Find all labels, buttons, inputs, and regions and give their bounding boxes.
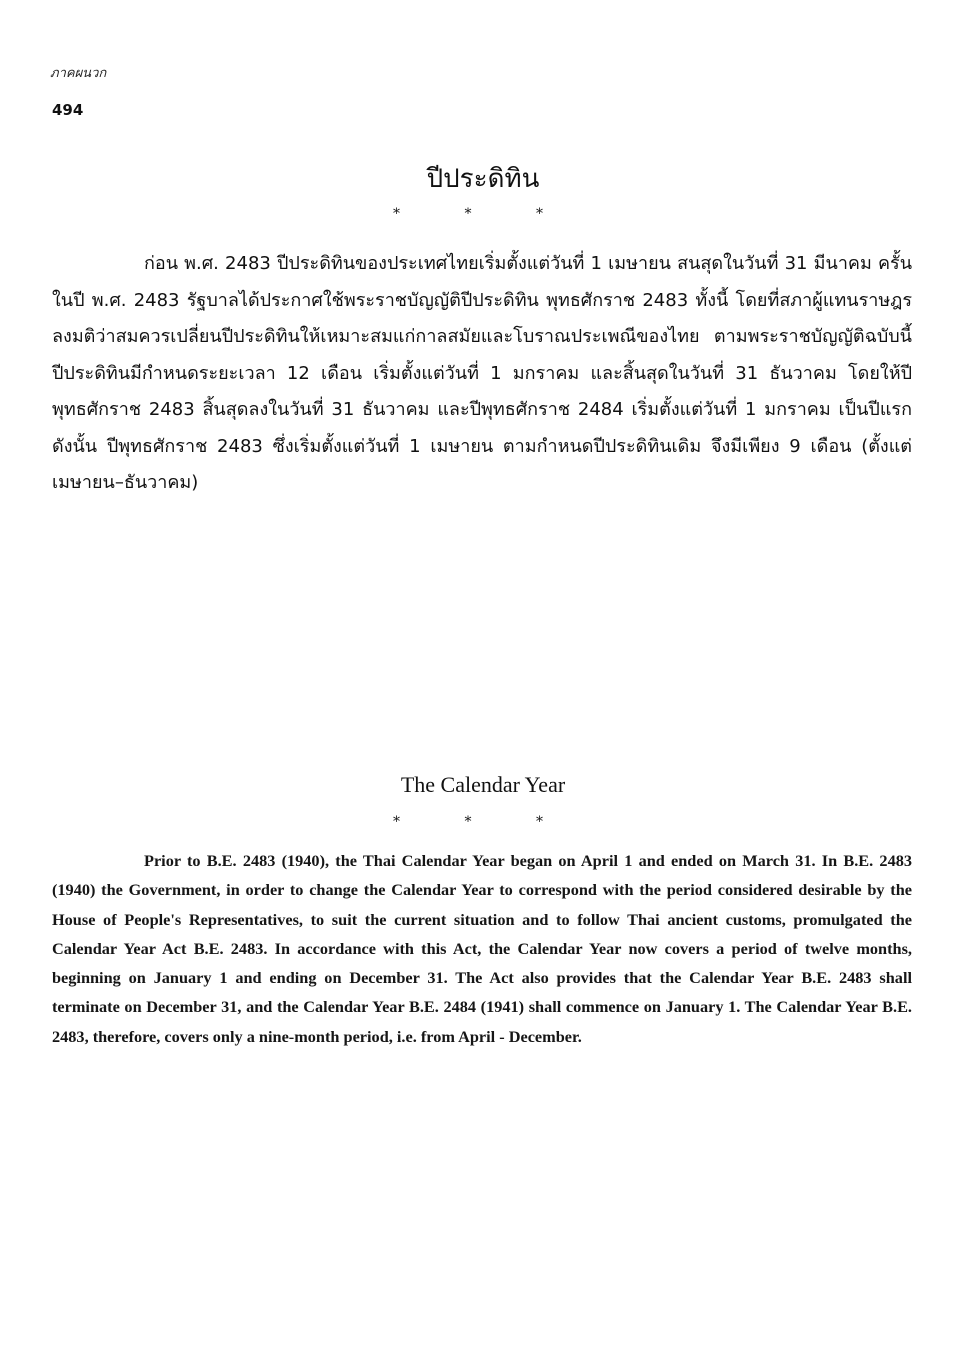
thai-section-body [52,246,912,502]
thai-section-title: ปีประดิทิน [426,164,540,194]
english-section-title: The Calendar Year [400,772,566,797]
thai-paragraph: ก่อน พ.ศ. 2483 ปีประดิทินของประเทศไทยเริ่มตั้งแต่วันที่ 1 เมษายน สนสุดในวันที่ 31 มีนาคม ครั้นในปี พ.ศ. 2483 รัฐบาลได้ประกาศใช้พระราชบัญญัติปีประดิทิน พุทธศักราช 2483 ทั้งนี้ โดยที่สภาผู้แทนราษฎรลงมติว่าสมควรเปลี่ยนปีประดิทินให้เหมาะสมแก่กาลสมัยและโบราณประเพณีของไทย ตามพระราชบัญญัติฉบับนี้ปีประดิทินมีกำหนดระยะเวลา 12 เดือน เริ่มตั้งแต่วันที่ 1 มกราคม และสิ้นสุดในวันที่ 31 ธันวาคม โดยให้ปีพุทธศักราช 2483 สิ้นสุดลงในวันที่ 31 ธันวาคม และปีพุทธศักราช 2484 เริ่มตั้งแต่วันที่ 1 มกราคม เป็นปีแรก ดังนั้น ปีพุทธศักราช 2483 ซึ่งเริ่มตั้งแต่วันที่ 1 เมษายน ตามกำหนดปีประดิทินเดิม จึงมีเพียง 9 เดือน (ตั้งแต่ เมษายน–ธันวาคม) [52,253,912,493]
english-paragraph: Prior to B.E. 2483 (1940), the Thai Calendar Year began on April 1 and ended on March 31. In B.E. 2483 (1940) the Government, in order to change the Calendar Year to correspond with the period considered desirable by the House of People's Representatives, to suit the current situation and to follow Thai ancient customs, promulgated the Calendar Year Act B.E. 2483. In accordance with this Act, the Calendar Year now covers a period of twelve months, beginning on January 1 and ending on December 31. The Act also provides that the Calendar Year B.E. 2483 shall terminate on December 31, and the Calendar Year B.E. 2484 (1941) shall commence on January 1. The Calendar Year B.E. 2483, therefore, covers only a nine-month period, i.e. from April - December. [52,851,912,1046]
page-number: 494 [52,101,84,119]
english-section-separator: * * * [393,814,573,830]
english-section-body [52,846,912,1051]
thai-section-separator: * * * [393,206,573,222]
running-head: ภาคผนวก [50,66,107,81]
